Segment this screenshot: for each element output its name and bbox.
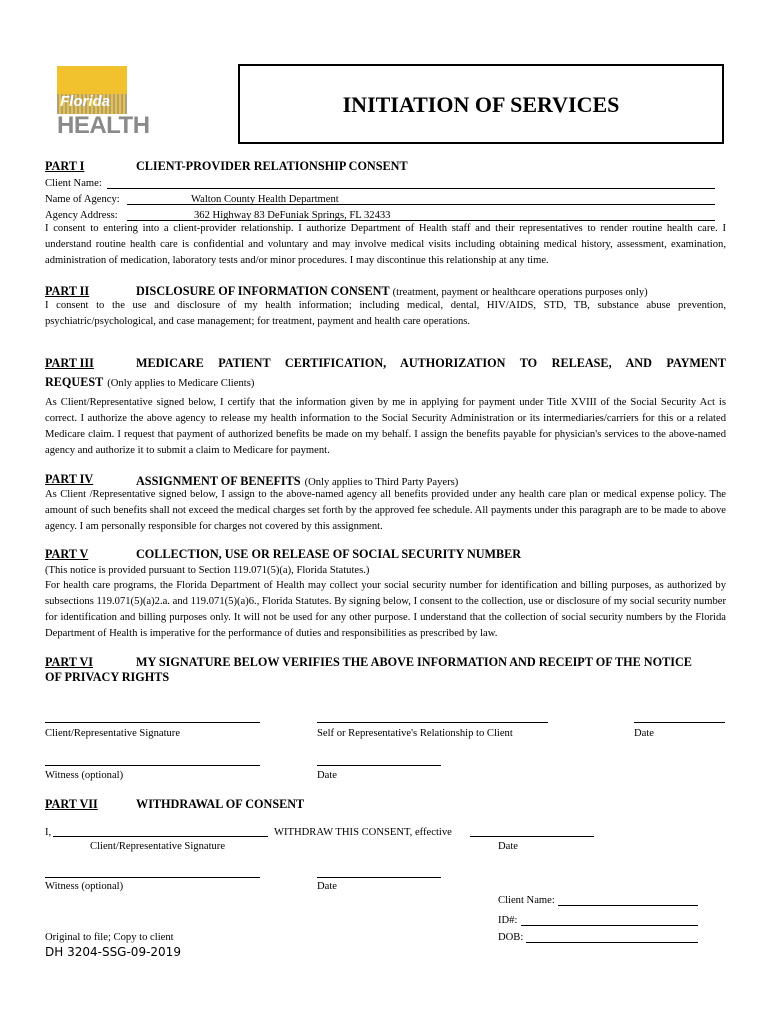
witness2-date-label: Date: [317, 881, 337, 892]
withdraw-signature-line[interactable]: [53, 836, 268, 837]
part2-body: I consent to the use and disclosure of my health information; including medical, dental, HIV/AIDS, STD, TB, substance abuse prevention, psychiatric/psychological, and case management; for treatment, payment and health care operations.: [45, 300, 726, 327]
client-name-field[interactable]: [107, 188, 715, 189]
part7-heading: WITHDRAWAL OF CONSENT: [136, 797, 305, 811]
agency-name-value: Walton County Health Department: [191, 194, 339, 205]
client-signature-line[interactable]: [45, 722, 260, 723]
date-line[interactable]: [634, 722, 725, 723]
witness-date-label: Date: [317, 770, 337, 781]
part7-number: PART VII: [45, 797, 98, 811]
part4-heading: ASSIGNMENT OF BENEFITS: [136, 474, 301, 488]
distribution-note: Original to file; Copy to client: [45, 932, 174, 943]
witness-signature-line[interactable]: [45, 765, 260, 766]
agency-name-label: Name of Agency:: [45, 194, 120, 205]
witness2-date-line[interactable]: [317, 877, 441, 878]
part3-heading-row2: [45, 373, 254, 391]
form-code: DH 3204-SSG-09-2019: [45, 945, 181, 959]
relationship-line[interactable]: [317, 722, 548, 723]
agency-address-value: 362 Highway 83 DeFuniak Springs, FL 32433: [194, 210, 391, 221]
footer-id-field[interactable]: [521, 925, 698, 926]
part1-number: PART I: [45, 159, 85, 173]
part4-note: (Only applies to Third Party Payers): [304, 477, 459, 488]
logo-text-florida: Florida: [60, 93, 111, 110]
footer-id-label: ID#:: [498, 915, 518, 926]
withdraw-signature-label: Client/Representative Signature: [90, 841, 226, 852]
withdraw-date-line[interactable]: [470, 836, 594, 837]
part3-number: PART III: [45, 356, 94, 370]
part3-heading: MEDICARE PATIENT CERTIFICATION, AUTHORIZATION TO RELEASE, AND PAYMENT: [136, 356, 726, 370]
part5-body: For health care programs, the Florida Department of Health may collect your social security number for identification and billing purposes, as authorized by subsections 119.071(5)(a)2.a. and 119.071(5)(a)6., Florida Statutes. By signing below, I consent to the collection, use or disclosure of my social security number for identification and billing purposes only. It will not be used for any other purpose. I understand that the collection of social security numbers by the Florida Department of Health is imperative for the performance of duties and responsibilities as prescribed by law.: [45, 580, 726, 639]
page-title: INITIATION OF SERVICES: [342, 92, 620, 117]
part2-heading: DISCLOSURE OF INFORMATION CONSENT: [136, 284, 390, 298]
part3-body: As Client/Representative signed below, I certify that the information given by me in applying for payment under Title XVIII of the Social Security Act is correct. I authorize the above agency to release my health information to the Social Security Administration or its intermediaries/carriers for this or a related Medicare claim. I request that payment of authorized benefits be made on my behalf. I assign the benefits payable for physician's services to the above-named agency and authorize it to submit a claim to Medicare for payment.: [45, 397, 726, 456]
part1-heading: CLIENT-PROVIDER RELATIONSHIP CONSENT: [136, 159, 408, 173]
witness2-label: Witness (optional): [45, 881, 124, 892]
client-signature-label: Client/Representative Signature: [45, 728, 181, 739]
witness-date-line[interactable]: [317, 765, 441, 766]
withdraw-i-label: I,: [45, 827, 52, 838]
part6-number: PART VI: [45, 655, 93, 669]
footer-dob-label: DOB:: [498, 932, 524, 943]
logo-text-health: HEALTH: [57, 112, 150, 139]
florida-health-logo: [57, 66, 150, 142]
agency-address-label: Agency Address:: [45, 210, 118, 221]
part1-body: I consent to entering into a client-provider relationship. I authorize Department of Health staff and their representatives to render routine health care. I understand routine health care is confidential and voluntary and may involve medical visits including obtaining medical history, assessment, examination, administration of medication, laboratory tests and/or minor procedures. I may discontinue this relationship at any time.: [45, 223, 726, 266]
witness-label: Witness (optional): [45, 770, 124, 781]
withdraw-text: WITHDRAW THIS CONSENT, effective: [274, 827, 452, 838]
relationship-label: Self or Representative's Relationship to Client: [317, 728, 513, 739]
part2-number: PART II: [45, 284, 90, 298]
date-label: Date: [634, 728, 654, 739]
part2-note: (treatment, payment or healthcare operations purposes only): [392, 287, 648, 298]
part6-heading: MY SIGNATURE BELOW VERIFIES THE ABOVE INFORMATION AND RECEIPT OF THE NOTICE: [136, 655, 692, 669]
part2-heading-row: [136, 284, 648, 299]
part3-note: (Only applies to Medicare Clients): [107, 378, 255, 389]
title-box: [238, 64, 724, 144]
part4-number: PART IV: [45, 472, 94, 486]
part4-body: As Client /Representative signed below, I assign to the above-named agency all benefits provided under any health care plan or medical expense policy. The amount of such benefits shall not exceed the medical charges set forth by the approved fee schedule. All payments under this paragraph are to be made to above agency. I am personally responsible for charges not covered by this assignment.: [45, 489, 726, 532]
part3-heading-cont: REQUEST: [45, 375, 104, 389]
client-name-label: Client Name:: [45, 178, 102, 189]
part5-note: (This notice is provided pursuant to Section 119.071(5)(a), Florida Statutes.): [45, 565, 370, 576]
witness2-signature-line[interactable]: [45, 877, 260, 878]
footer-client-name-field[interactable]: [558, 905, 698, 906]
footer-client-name-label: Client Name:: [498, 895, 555, 906]
withdraw-date-label: Date: [498, 841, 518, 852]
part5-number: PART V: [45, 547, 89, 561]
part5-heading: COLLECTION, USE OR RELEASE OF SOCIAL SECURITY NUMBER: [136, 547, 522, 561]
part6-heading-cont: OF PRIVACY RIGHTS: [45, 670, 170, 684]
footer-dob-field[interactable]: [526, 942, 698, 943]
